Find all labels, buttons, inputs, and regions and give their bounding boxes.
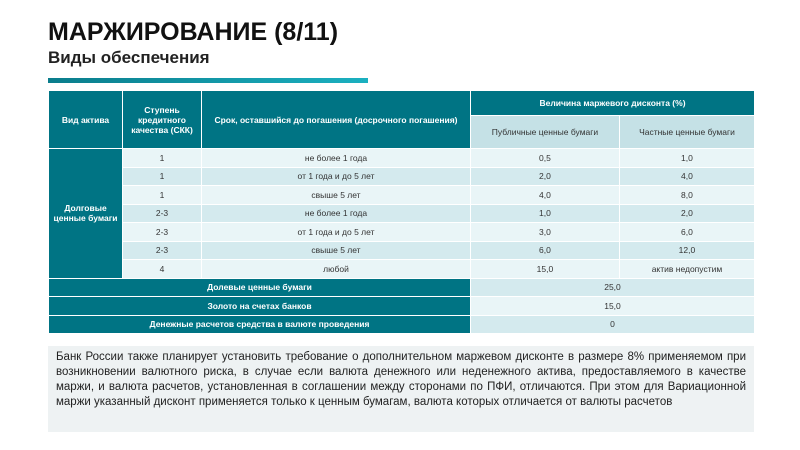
table-row	[49, 204, 755, 223]
table-row	[49, 223, 755, 242]
header-asset: Вид актива	[49, 91, 123, 149]
table-cell: 1	[123, 167, 202, 186]
table-cell: 2-3	[123, 223, 202, 242]
header-public: Публичные ценные бумаги	[471, 116, 620, 149]
header-private: Частные ценные бумаги	[619, 116, 754, 149]
table-row	[49, 260, 755, 279]
table-cell: 15,0	[471, 260, 620, 279]
table-cell: свыше 5 лет	[202, 241, 471, 260]
table-cell: не более 1 года	[202, 149, 471, 168]
table-cell: 3,0	[471, 223, 620, 242]
debt-securities-label: Долговые ценные бумаги	[49, 149, 123, 279]
table-cell: 4,0	[619, 167, 754, 186]
table-cell: 2,0	[619, 204, 754, 223]
table-cell: не более 1 года	[202, 204, 471, 223]
collateral-table	[48, 90, 755, 334]
page-subtitle: Виды обеспечения	[48, 48, 210, 67]
page-title: МАРЖИРОВАНИЕ (8/11)	[48, 18, 339, 46]
asset-type: Золото на счетах банков	[49, 297, 471, 316]
table-cell: 1	[123, 186, 202, 205]
table-cell: 0,5	[471, 149, 620, 168]
header-discount: Величина маржевого дисконта (%)	[471, 91, 755, 116]
table-row	[49, 186, 755, 205]
table-cell: 2-3	[123, 241, 202, 260]
table-cell: 4	[123, 260, 202, 279]
asset-type: Долевые ценные бумаги	[49, 278, 471, 297]
discount-value: 25,0	[471, 278, 755, 297]
table-cell: 6,0	[471, 241, 620, 260]
asset-type: Денежные расчетов средства в валюте проведения	[49, 315, 471, 334]
table-cell: 1,0	[619, 149, 754, 168]
table-row	[49, 149, 755, 168]
table-row	[49, 315, 755, 334]
table-cell: 12,0	[619, 241, 754, 260]
discount-value: 15,0	[471, 297, 755, 316]
table-cell: 6,0	[619, 223, 754, 242]
table-row	[49, 297, 755, 316]
table-cell: 1,0	[471, 204, 620, 223]
table-cell: 2-3	[123, 204, 202, 223]
header-ckk: Ступень кредитного качества (СКК)	[123, 91, 202, 149]
title-underline	[48, 78, 368, 83]
header-term: Срок, оставшийся до погашения (досрочного погашения)	[202, 91, 471, 149]
table-cell: 4,0	[471, 186, 620, 205]
table-cell: от 1 года и до 5 лет	[202, 223, 471, 242]
table-cell: от 1 года и до 5 лет	[202, 167, 471, 186]
table-cell: актив недопустим	[619, 260, 754, 279]
table-cell: 8,0	[619, 186, 754, 205]
table-cell: любой	[202, 260, 471, 279]
table-cell: свыше 5 лет	[202, 186, 471, 205]
table-cell: 2,0	[471, 167, 620, 186]
table-cell: 1	[123, 149, 202, 168]
table-row	[49, 278, 755, 297]
table-row	[49, 241, 755, 260]
discount-value: 0	[471, 315, 755, 334]
table-row	[49, 167, 755, 186]
note-text: Банк России также планирует установить требование о дополнительном маржевом дисконте в размере 8% применяемом при возникновении валютного риска, в случае если валюта денежного или неденежного актива, предоставляемого в качестве маржи, и валюта расчетов, установленная в соглашении между сторонами по ПФИ, отличаются. При этом для Вариационной маржи указанный дисконт применяется только к ценным бумагам, валюта которых отличается от валюты расчетов	[48, 346, 754, 432]
